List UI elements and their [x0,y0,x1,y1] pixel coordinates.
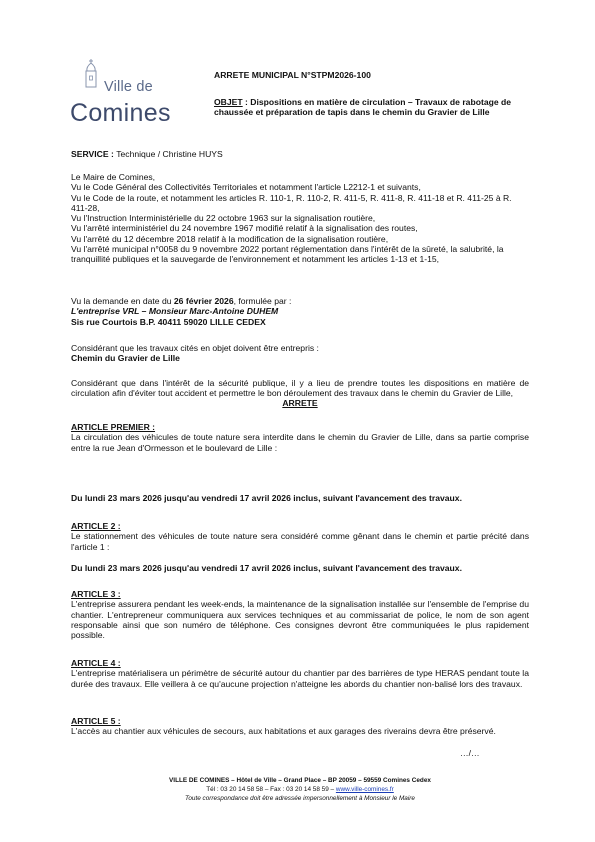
adresse-line: Sis rue Courtois B.P. 40411 59020 LILLE CEDEX [71,316,266,327]
maire-intro: Le Maire de Comines, [71,172,156,182]
article-title: ARTICLE 5 : [71,716,121,726]
entreprise-line: L'entreprise VRL – Monsieur Marc-Antoine DUHEM [71,306,279,317]
demande-line [71,296,529,306]
objet-text: : Dispositions en matière de circulation – Travaux de rabotage de chaussée et préparation de tapis dans le chemin du Gravier de Lille [214,97,512,118]
article-text: L'entreprise matérialisera un périmètre de sécurité autour du chantier par des barrières de type HERAS pendant toute la durée des travaux. Elle veillera à ce qu'aucune projection n'atteigne les abords du chantier non-balisé lors des travaux. [71,668,529,689]
lieu-line: Chemin du Gravier de Lille [71,353,180,364]
article-2-period: Du lundi 23 mars 2026 jusqu'au vendredi 17 avril 2026 inclus, suivant l'avancement des travaux. [71,563,462,573]
church-tower-icon [80,58,102,88]
considerant-1-text: Considérant que les travaux cités en objet doivent être entrepris : [71,343,319,353]
article-2 [71,521,529,552]
article-text: L'entreprise assurera pendant les week-ends, la maintenance de la signalisation installée sur l'ensemble de l'emprise du chantier. L'entrepreneur communiquera aux services techniques et au commissariat de police, le nom de son agent responsable ainsi que son numéro de téléphone. Ces consignes devront être communiquées le plus rapidement possible. [71,599,529,641]
article-text: La circulation des véhicules de toute nature sera interdite dans le chemin du Gravier de Lille, dans sa partie comprise entre la rue Jean d'Ormesson et le boulevard de Lille : [71,432,529,453]
vu-line: Vu l'arrêté municipal n°0058 du 9 novembre 2022 portant réglementation dans l'intérêt de la sûreté, la salubrité, la tranquillité publiques et la sauvegarde de l'environnement et notamment les articles 1-13 et 1-15, [71,244,504,265]
website-link[interactable]: www.ville-comines.fr [335,786,394,793]
logo-ville-text: Ville de [104,79,153,95]
article-title: ARTICLE 3 : [71,589,121,599]
objet-label: OBJET [214,97,243,107]
article-1 [71,422,529,453]
arrete-title: ARRETE MUNICIPAL N°STPM2026-100 [214,70,371,80]
demande-date: 26 février 2026 [173,296,234,306]
article-text: Le stationnement des véhicules de toute nature sera considéré comme gênant dans le chemin et partie précité dans l'article 1 : [71,531,529,552]
vu-line: Vu l'Instruction Interministérielle du 22 octobre 1963 sur la signalisation routière, [71,213,376,224]
demande-suffix: , formulée par : [233,296,292,306]
footer-contact [71,786,529,794]
article-5 [71,716,529,737]
article-text: L'accès au chantier aux véhicules de secours, aux habitations et aux garages des riverains devra être préservé. [71,726,496,737]
article-1-period: Du lundi 23 mars 2026 jusqu'au vendredi 17 avril 2026 inclus, suivant l'avancement des travaux. [71,493,462,503]
service-line [71,149,529,159]
article-title: ARTICLE 4 : [71,658,121,668]
considerant-2: Considérant que dans l'intérêt de la sécurité publique, il y a lieu de prendre toutes les dispositions en matière de circulation afin d'éviter tout accident et permettre le bon déroulement des travaux dans le chemin du Gravier de Lille, [71,378,529,399]
service-label: SERVICE : [71,149,117,159]
demande-prefix: Vu la demande en date du [71,296,174,306]
preamble [71,172,529,265]
objet-block [214,97,534,118]
considerant-1 [71,343,529,364]
vu-line: Vu l'arrêté du 12 décembre 2018 relatif à la modification de la signalisation routière, [71,233,389,244]
vu-line: Vu le Code de la route, et notamment les articles R. 110-1, R. 110-2, R. 411-5, R. 411-8, R. 411-18 et R. 411-25 à R. 411-28, [71,192,512,213]
demande-block [71,296,529,327]
article-title: ARTICLE PREMIER : [71,422,156,432]
article-title: ARTICLE 2 : [71,521,121,531]
arrete-heading: ARRETE [282,398,318,408]
footer-address: VILLE DE COMINES – Hôtel de Ville – Grand Place – BP 20059 – 59559 Comines Cedex [169,777,431,784]
vu-line: Vu le Code Général des Collectivités Territoriales et notamment l'article L2212-1 et suivants, [71,182,421,193]
article-4 [71,658,529,689]
article-3 [71,589,529,640]
vu-line: Vu l'arrêté interministériel du 24 novembre 1967 modifié relatif à la signalisation des routes, [71,223,418,234]
logo-comines-text: Comines [70,99,171,127]
continuation-mark: …/… [460,748,480,758]
footer-note: Toute correspondance doit être adressée impersonnellement à Monsieur le Maire [185,795,415,802]
comines-logo [66,54,176,126]
service-value: Technique / Christine HUYS [116,149,223,159]
footer-phone: Tél : 03 20 14 58 58 – Fax : 03 20 14 58 59 – [206,786,336,793]
